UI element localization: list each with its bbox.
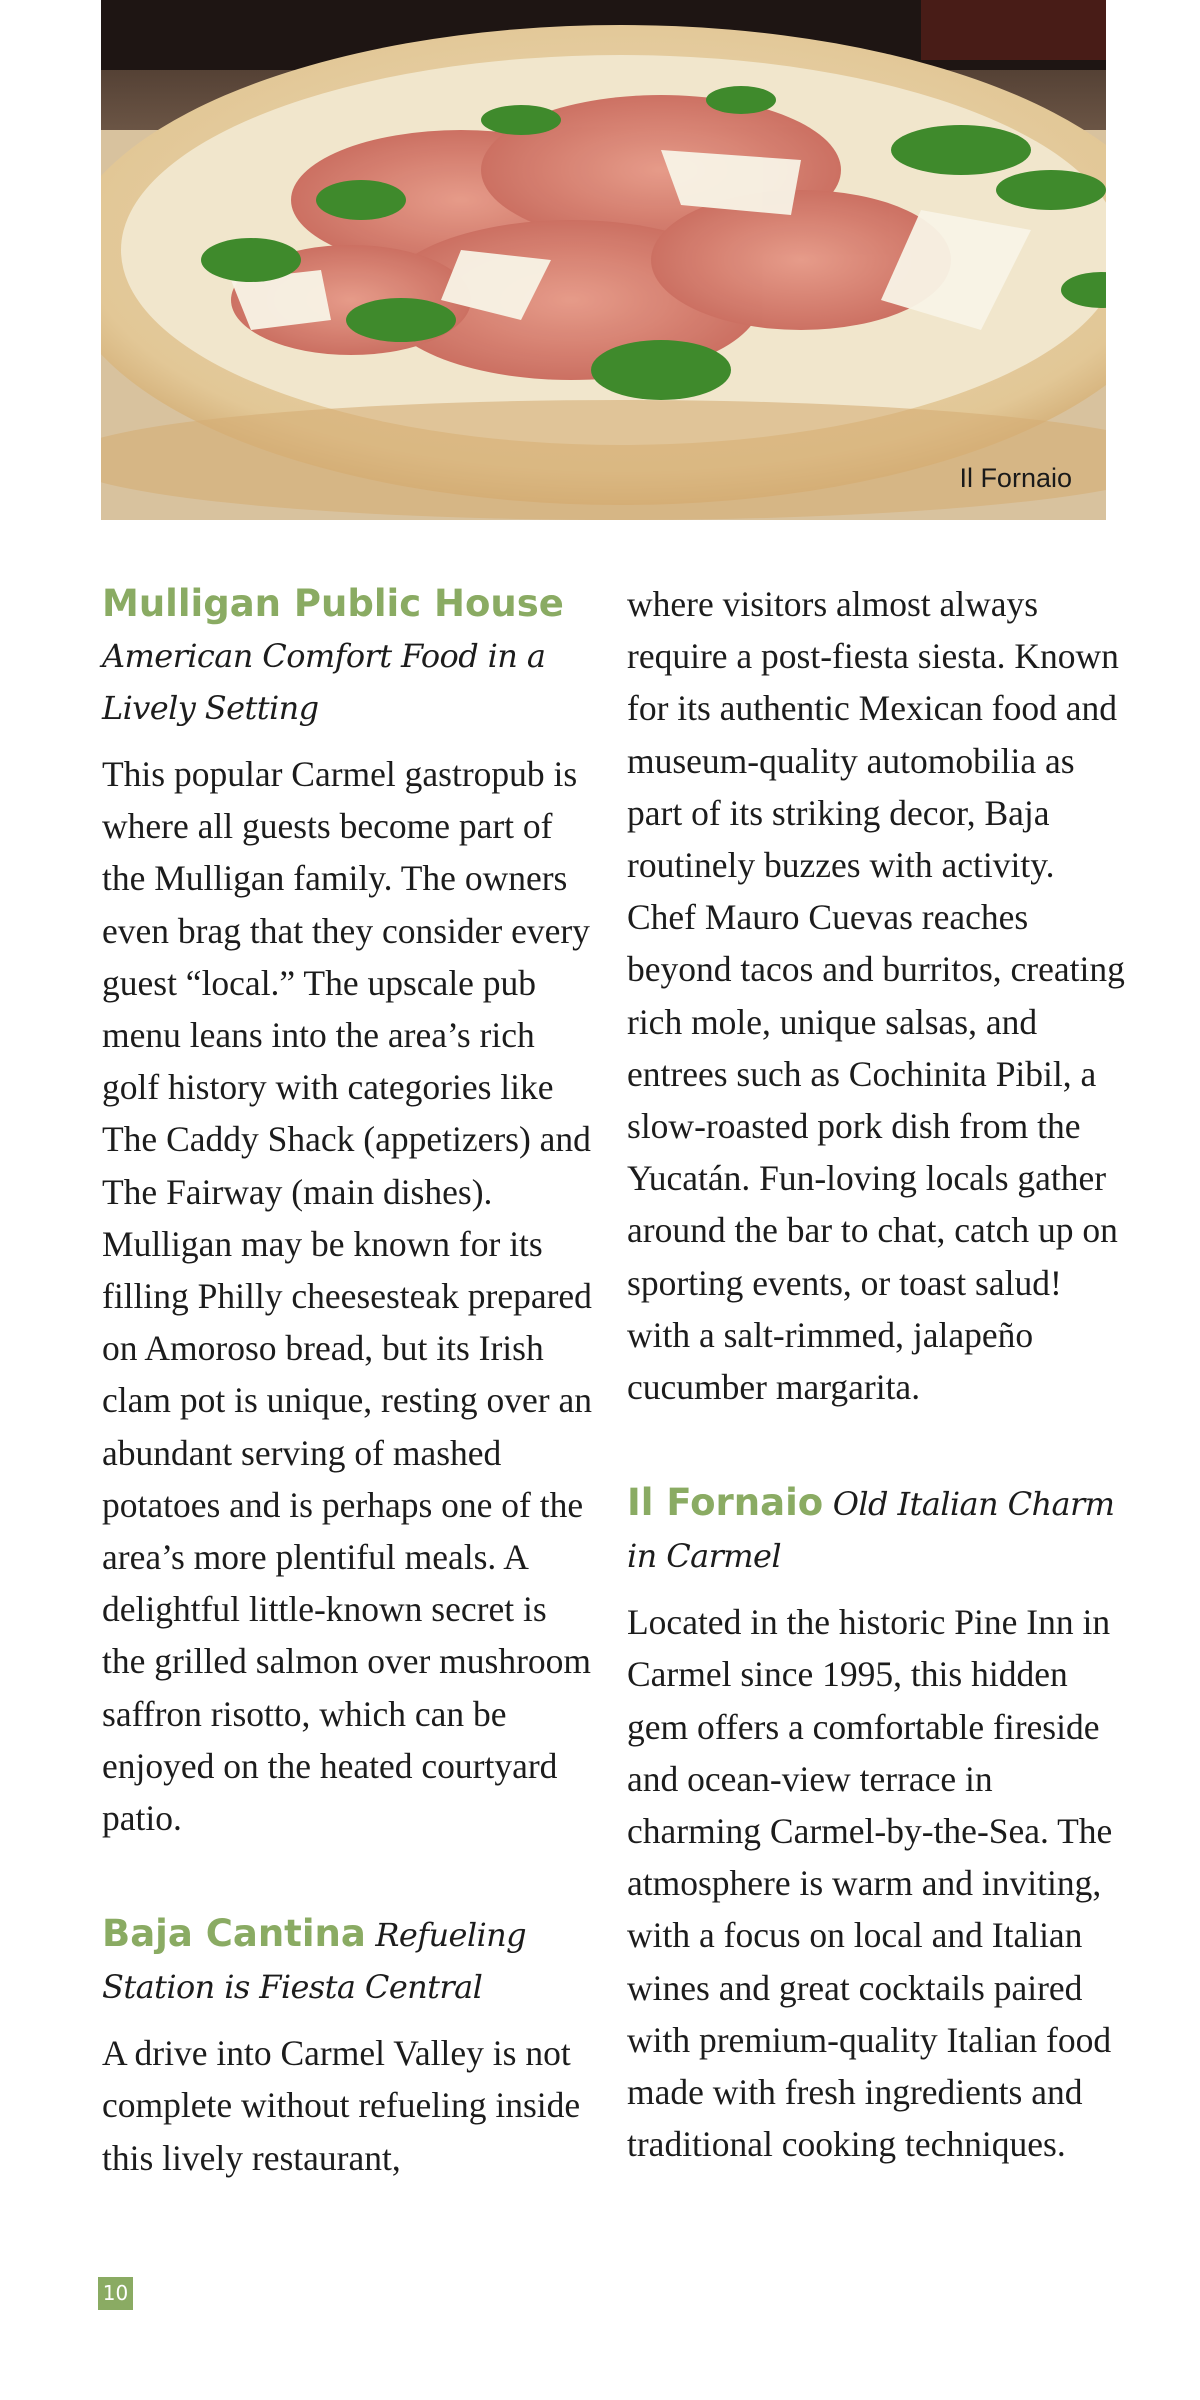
- pizza-photo-illustration: [101, 0, 1106, 520]
- fornaio-tagline: Old Italian Charm in Carmel: [627, 1485, 1115, 1576]
- baja-heading: [102, 1908, 592, 2013]
- hero-photo: [101, 0, 1106, 520]
- fornaio-section: [627, 1477, 1127, 2170]
- fornaio-name: Il Fornaio: [627, 1481, 824, 1525]
- mulligan-section: [102, 578, 592, 1844]
- baja-tagline: Refueling Station is Fiesta Central: [102, 1916, 527, 2007]
- right-column: [627, 578, 1127, 2170]
- page-number: 10: [98, 2277, 133, 2310]
- baja-body-start: A drive into Carmel Valley is not complete without refueling inside this lively restaurant,: [102, 2033, 581, 2178]
- mulligan-tagline: American Comfort Food in a Lively Setting: [102, 637, 546, 727]
- photo-caption: Il Fornaio: [959, 463, 1072, 493]
- mulligan-heading: [102, 578, 592, 734]
- fornaio-heading: [627, 1477, 1127, 1582]
- mulligan-body: This popular Carmel gastropub is where all guests become part of the Mulligan family. The owners even brag that they consider every guest “local.” The upscale pub menu leans into the area’s rich golf history with categories like The Caddy Shack (appetizers) and The Fairway (main dishes). Mulligan may be known for its filling Philly cheesesteak prepared on Amoroso bread, but its Irish clam pot is unique, resting over an abundant serving of mashed potatoes and is perhaps one of the area’s more plentiful meals. A delightful little-known secret is the grilled salmon over mushroom saffron risotto, which can be enjoyed on the heated courtyard patio.: [102, 754, 592, 1839]
- fornaio-body: Located in the historic Pine Inn in Carmel since 1995, this hidden gem offers a comfortable fireside and ocean-view terrace in charming Carmel-by-the-Sea. The atmosphere is warm and inviting, with a focus on local and Italian wines and great cocktails paired with premium-quality Italian food made with fresh ingredients and traditional cooking techniques.: [627, 1602, 1113, 2165]
- mulligan-name: Mulligan Public House: [102, 582, 564, 625]
- baja-body-continued: where visitors almost always require a post-fiesta siesta. Known for its authentic Mexican food and museum-quality automobilia as part of its striking decor, Baja routinely buzzes with activity. Chef Mauro Cuevas reaches beyond tacos and burritos, creating rich mole, unique salsas, and entrees such as Cochinita Pibil, a slow-roasted pork dish from the Yucatán. Fun-loving locals gather around the bar to chat, catch up on sporting events, or toast salud! with a salt-rimmed, jalapeño cucumber margarita.: [627, 584, 1125, 1408]
- left-column: [102, 578, 592, 2184]
- baja-name: Baja Cantina: [102, 1912, 366, 1956]
- baja-section: [102, 1908, 592, 2184]
